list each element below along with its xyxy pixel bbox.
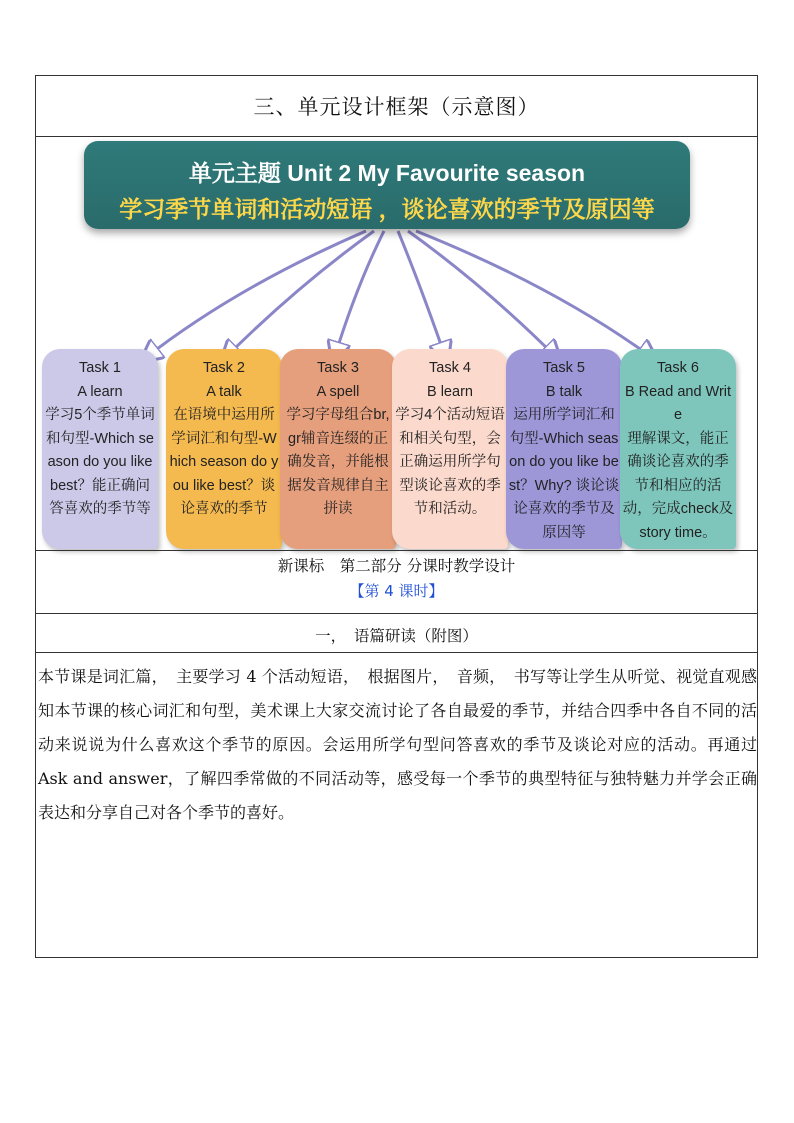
unit-theme-banner [84, 141, 690, 229]
task-activity: B Read and Write [624, 383, 732, 423]
part-title: 新课标 第二部分 分课时教学设计 [277, 557, 516, 575]
task-description: 在语境中运用所学词汇和句型-Which season do you like best？谈论喜欢的季节 [169, 407, 279, 517]
arrow-task-1 [144, 231, 366, 359]
unit-theme-title: 单元主题 Unit 2 My Favourite season [188, 160, 586, 186]
task-name: Task 1 [79, 360, 121, 376]
task-description: 理解课文，能正确谈论喜欢的季节和相应的活动，完成check及story time。 [622, 430, 734, 541]
unit-framework-diagram [36, 137, 757, 550]
task-description: 学习字母组合br, gr辅音连缀的正确发音，并能根据发音规律自主拼读 [286, 407, 390, 517]
task-card-4 [392, 349, 508, 549]
design-table [35, 75, 758, 958]
task-card-6 [620, 349, 736, 549]
arrow-task-3 [334, 231, 384, 359]
task-card-3 [280, 349, 396, 549]
task-activity: B talk [545, 383, 583, 400]
task-name: Task 5 [543, 360, 585, 376]
task-name: Task 2 [203, 360, 245, 376]
reading-section-title: 一， 语篇研读（附图） [315, 627, 478, 645]
unit-theme-goal: 学习季节单词和活动短语 ，谈论喜欢的季节及原因等 [119, 196, 655, 222]
task-name: Task 6 [657, 360, 699, 376]
task-activity: A learn [77, 383, 123, 400]
divider [36, 652, 757, 653]
arrow-task-2 [224, 231, 374, 359]
arrow-task-6 [416, 231, 654, 359]
task-card-1 [42, 349, 158, 549]
task-card-2 [166, 349, 282, 549]
task-description: 学习4个活动短语和相关句型，会正确运用所学句型谈论喜欢的季节和活动。 [395, 407, 505, 517]
arrow-task-4 [398, 231, 446, 359]
section-title: 三、单元设计框架（示意图） [253, 95, 540, 119]
task-activity: A spell [316, 383, 360, 400]
divider [36, 613, 757, 614]
lesson-analysis-paragraph: 本节课是词汇篇， 主要学习 4 个活动短语， 根据图片， 音频， 书写等让学生从听觉、视觉直观感知本节课的核心词汇和句型，美术课上大家交流讨论了各自最爱的季节，并结合四季中各自不同的活动来说说为什么喜欢这个季节的原因。会运用所学句型问答喜欢的季节及谈论对应的活动。再通过 Ask and answer，了解四季常做的不同活动等，感受每一个季节的典型特征与独特魅力并学会正确表达和分享自己对各个季节的喜好。 [38, 667, 757, 822]
task-description: 运用所学词汇和句型-Which season do you like best？Why? 谈论谈论喜欢的季节及原因等 [508, 407, 620, 541]
lesson-label: 【第 4 课时】 [349, 582, 444, 600]
task-description: 学习5个季节单词和句型-Which season do you like best？能正确问答喜欢的季节等 [45, 407, 155, 517]
task-activity: B learn [427, 383, 473, 400]
task-activity: A talk [206, 383, 242, 400]
arrow-task-5 [408, 231, 558, 359]
task-name: Task 4 [429, 360, 471, 376]
task-name: Task 3 [317, 360, 359, 376]
divider [36, 550, 757, 551]
task-card-5 [506, 349, 622, 549]
